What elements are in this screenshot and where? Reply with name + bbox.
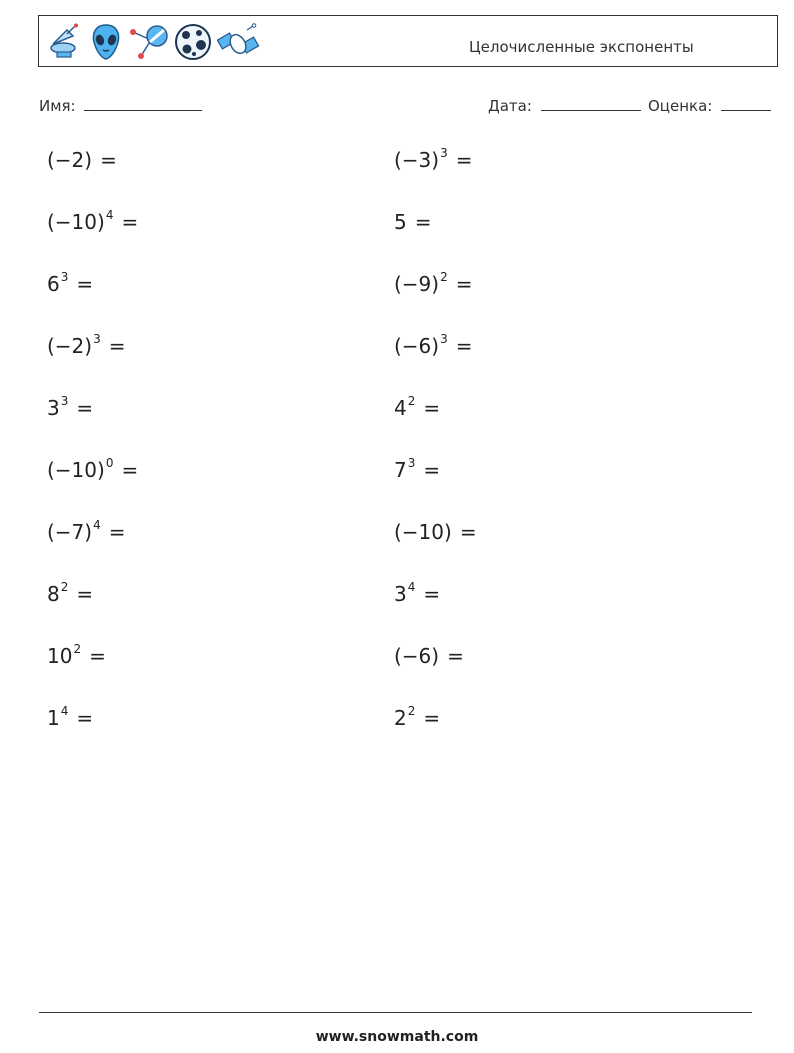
problem-base: 2 [394,706,407,730]
equals-sign: = [89,644,106,668]
equals-sign: = [414,210,432,234]
problem-base: (−10) [394,520,452,544]
problem-exponent: 4 [105,208,114,223]
problem-base: (−9) [394,272,440,296]
problem-exponent: 2 [440,270,448,285]
equals-sign: = [76,706,94,730]
equals-sign: = [455,148,473,172]
equals-sign: = [121,458,139,482]
problem-item [47,210,138,234]
problem-base: 4 [394,396,407,420]
equals-sign: = [423,396,441,420]
problem-item [394,148,473,172]
problem-item [394,644,464,668]
space-station-icon [217,22,261,62]
equals-sign: = [121,210,139,234]
molecule-icon [127,22,169,62]
problem-exponent: 2 [407,394,416,409]
problem-exponent: 3 [440,332,448,347]
problem-base: (−10) [47,458,105,482]
problem-base: 3 [47,396,60,420]
equals-sign: = [447,644,464,668]
problem-item [47,582,93,606]
problem-base: 7 [394,458,407,482]
problem-base: (−6) [394,334,440,358]
problem-base: (−10) [47,210,105,234]
problem-exponent: 3 [440,146,448,161]
problem-item [47,272,93,296]
equals-sign: = [455,334,473,358]
problem-exponent: 2 [60,580,69,595]
name-field[interactable] [39,96,202,115]
problem-item [394,520,477,544]
satellite-dish-icon [45,22,85,62]
equals-sign: = [108,520,126,544]
problem-item [47,706,93,730]
alien-icon [89,22,123,62]
planet-icon [173,22,213,62]
problem-item [394,582,440,606]
problem-exponent: 2 [73,642,82,657]
date-blank[interactable] [541,96,641,111]
problem-exponent: 4 [93,518,101,533]
equals-sign: = [423,582,441,606]
problem-exponent: 3 [60,394,69,409]
problem-item [394,396,440,420]
problem-base: 6 [47,272,60,296]
grade-blank[interactable] [721,96,771,111]
problem-base: (−2) [47,148,93,172]
problem-item [394,334,473,358]
name-label: Имя: [39,97,76,115]
equals-sign: = [76,582,94,606]
name-blank[interactable] [84,96,202,111]
equals-sign: = [455,272,473,296]
problem-base: 1 [47,706,60,730]
problem-item [394,272,473,296]
footer-url[interactable]: www.snowmath.com [315,1029,479,1045]
problem-item [394,210,432,234]
equals-sign: = [423,706,441,730]
problem-exponent: 0 [105,456,114,471]
problem-item [47,644,106,668]
problem-exponent: 4 [60,704,69,719]
problem-item [47,396,93,420]
problem-base: (−7) [47,520,93,544]
problem-base: 3 [394,582,407,606]
equals-sign: = [76,396,94,420]
equals-sign: = [100,148,117,172]
problem-base: 8 [47,582,60,606]
equals-sign: = [76,272,94,296]
problem-base: (−6) [394,644,440,668]
problem-base: 10 [47,644,73,668]
equals-sign: = [423,458,441,482]
problem-item [47,458,138,482]
date-label: Дата: [488,97,532,115]
date-field[interactable] [488,96,641,115]
problem-exponent: 3 [60,270,69,285]
problem-exponent: 4 [407,580,416,595]
problem-base: 5 [394,210,407,234]
problem-exponent: 2 [407,704,416,719]
problem-exponent: 3 [93,332,101,347]
problem-item [47,148,117,172]
equals-sign: = [459,520,477,544]
footer-divider [39,1012,752,1013]
grade-field[interactable] [648,96,771,115]
grade-label: Оценка: [648,97,713,115]
problem-base: (−3) [394,148,440,172]
worksheet-header [38,15,778,67]
header-icons [45,20,261,64]
problem-item [47,520,126,544]
problem-item [394,458,440,482]
problem-base: (−2) [47,334,93,358]
worksheet-title: Целочисленные экспоненты [469,38,694,56]
problem-item [394,706,440,730]
problem-exponent: 3 [407,456,416,471]
equals-sign: = [108,334,126,358]
problem-item [47,334,126,358]
